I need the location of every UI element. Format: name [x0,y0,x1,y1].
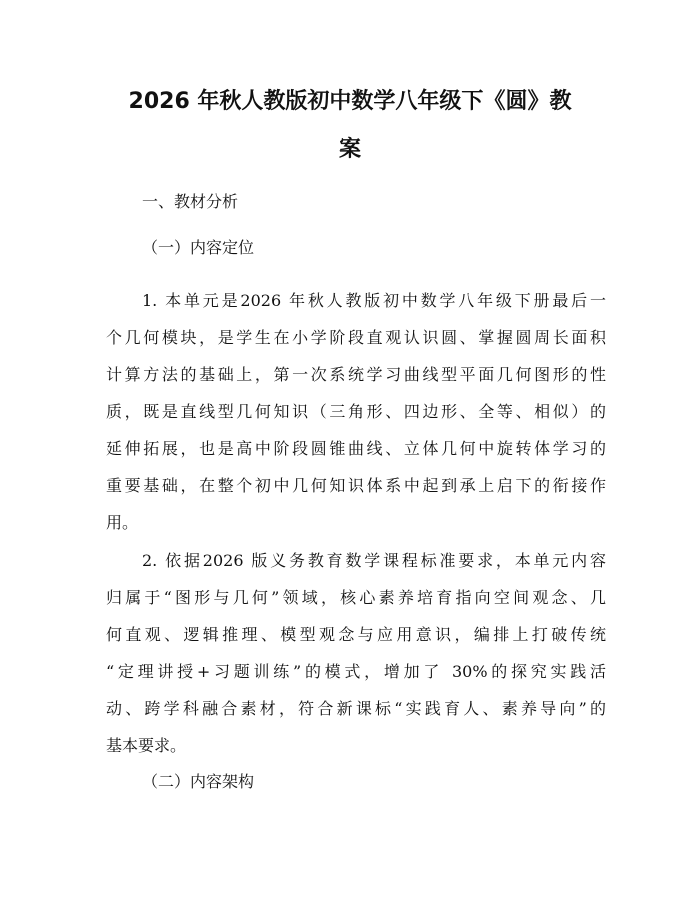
paragraph-1-line: 计算方法的基础上，第一次系统学习曲线型平面几何图形的性 [106,365,606,384]
subsection-heading-content-positioning: （一）内容定位 [142,238,255,257]
paragraph-1-line: 重要基础，在整个初中几何知识体系中起到承上启下的衔接作 [106,476,606,495]
document-title-line-1: 2026 年秋人教版初中数学八年级下《圆》教 [128,89,572,114]
paragraph-1 [106,282,606,541]
paragraph-2-line: 动、跨学科融合素材，符合新课标“实践育人、素养导向”的 [106,699,606,718]
paragraph-1-line: 用。 [106,513,139,532]
paragraph-2-line: 归属于“图形与几何”领域，核心素养培育指向空间观念、几 [106,588,606,607]
paragraph-1-line: 个几何模块，是学生在小学阶段直观认识圆、掌握圆周长面积 [106,328,606,347]
subsection-heading-content-structure: （二）内容架构 [142,772,255,791]
paragraph-2-line: 2. 依据2026 版义务教育数学课程标准要求，本单元内容 [142,551,606,570]
document-title-line-2: 案 [338,137,361,162]
paragraph-2-line: 何直观、逻辑推理、模型观念与应用意识，编排上打破传统 [106,625,606,644]
paragraph-2 [106,542,606,764]
paragraph-1-line: 延伸拓展，也是高中阶段圆锥曲线、立体几何中旋转体学习的 [106,439,606,458]
paragraph-1-line: 1. 本单元是2026 年秋人教版初中数学八年级下册最后一 [142,291,606,310]
paragraph-1-line: 质，既是直线型几何知识（三角形、四边形、全等、相似）的 [106,402,606,421]
paragraph-2-line: “定理讲授+习题训练”的模式，增加了 30%的探究实践活 [106,662,606,681]
section-heading-textbook-analysis: 一、教材分析 [142,192,239,211]
paragraph-2-line: 基本要求。 [106,736,187,755]
